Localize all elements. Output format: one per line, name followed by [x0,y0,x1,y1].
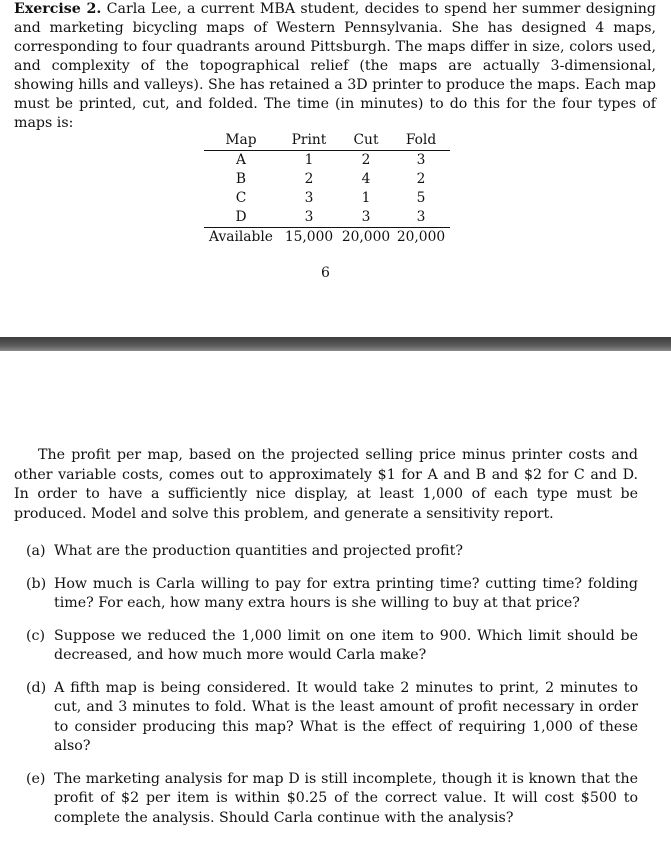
question-text: The marketing analysis for map D is still incomplete, though it is known that the profit of $2 per item is within $0.25 of the correct value. It will cost $500 to complete the analysis. Should Carla continue with the analysis? [54,770,638,826]
exercise-intro-text: Carla Lee, a current MBA student, decides to spend her summer designing and marketing bicycling maps of Western Pennsylvania. She has designed 4 maps, corresponding to four quadrants around Pittsburgh. The maps differ in size, colors used, and complexity of the topographical relief (the maps are actually 3-dimensional, showing hills and valleys). She has retained a 3D printer to produce the maps. Each map must be printed, cut, and folded. The time (in minutes) to do this for the four types of maps is: [14,1,656,131]
question-text: What are the production quantities and projected profit? [54,543,463,559]
table-cell: D [235,209,247,225]
time-table [204,131,450,247]
question-list [26,542,638,841]
table-cell: 4 [361,171,371,187]
question-item [26,575,638,614]
table-row [204,208,450,228]
question-text: A fifth map is being considered. It would take 2 minutes to print, 2 minutes to cut, and 3 minutes to fold. What is the least amount of profit necessary in order to consider producing this map? What is the effect of requiring 1,000 of these also? [54,679,638,754]
header-print: Print [278,131,340,151]
table-available-row [204,228,450,248]
question-item [26,770,638,829]
question-text: Suppose we reduced the 1,000 limit on one item to 900. Which limit should be decreased, and how much more would Carla make? [54,627,638,663]
table-cell: 1 [304,152,314,168]
table-cell: 5 [416,190,426,206]
question-label: (d) [26,679,47,696]
question-label: (b) [26,575,47,592]
table-cell: 3 [361,209,371,225]
table-cell: 3 [304,209,314,225]
available-fold: 20,000 [392,228,450,248]
available-cut: 20,000 [341,229,391,245]
table-cell: 2 [304,171,314,187]
header-cut: Cut [340,131,392,151]
question-text: How much is Carla willing to pay for extra printing time? cutting time? folding time? For each, how many extra hours is she willing to buy at that price? [54,575,638,611]
table-cell: B [235,171,247,187]
table-row [204,151,450,171]
table-cell: 2 [416,171,426,187]
header-map: Map [204,131,278,151]
page-divider [0,337,671,351]
question-item [26,627,638,666]
question-label: (e) [26,770,46,787]
header-fold: Fold [392,131,450,151]
table-row [204,189,450,208]
question-label: (c) [26,627,46,644]
page-bottom [0,351,671,826]
exercise-intro [14,0,656,133]
table-row [204,170,450,189]
table-cell: C [235,190,247,206]
available-label: Available [204,228,278,248]
available-print: 15,000 [278,228,340,248]
table-cell: 2 [361,152,371,168]
table-cell: 1 [361,190,371,206]
page-top [0,0,671,337]
table-cell: 3 [304,190,314,206]
question-item [26,679,638,757]
table-header-row [204,131,450,151]
table-cell: 3 [416,209,426,225]
exercise-label: Exercise 2. [14,1,102,17]
table-cell: 3 [416,152,426,168]
page-number: 6 [321,265,330,281]
table-cell: A [236,152,246,168]
profit-paragraph: The profit per map, based on the projected selling price minus printer costs and other variable costs, comes out to approximately $1 for A and B and $2 for C and D. In order to have a sufficiently nice display, at least 1,000 of each type must be produced. Model and solve this problem, and generate a sensitivity report. [14,447,638,522]
question-label: (a) [26,543,46,559]
question-item [26,542,638,562]
